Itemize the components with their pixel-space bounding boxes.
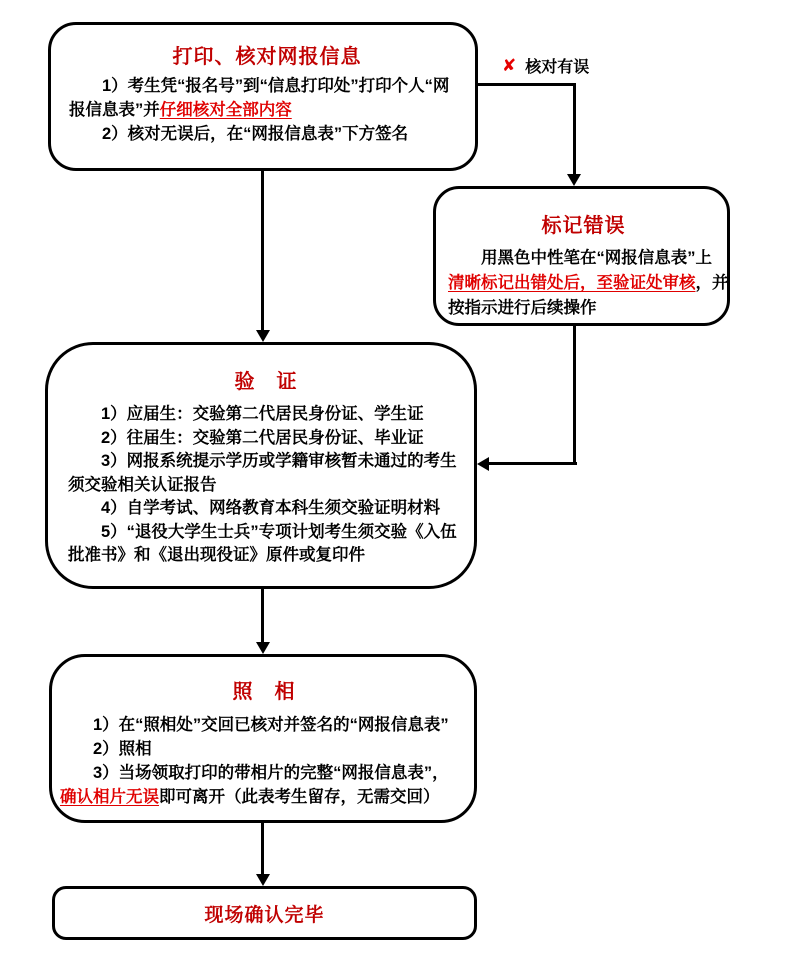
text-line bbox=[68, 544, 464, 568]
text-line bbox=[60, 737, 468, 761]
text-line bbox=[68, 521, 464, 545]
body-text: 用黑色中性笔在“网报信息表”上 bbox=[481, 249, 712, 267]
arrow-photo-to-final-line bbox=[261, 823, 264, 875]
arrow-photo-to-final-head bbox=[256, 874, 270, 886]
body-text: 4）自学考试、网络教育本科生须交验证明材料 bbox=[101, 499, 441, 517]
arrow-print-to-mark-hline bbox=[477, 83, 576, 86]
highlighted-text: 清晰标记出错处后，至验证处审核 bbox=[448, 274, 696, 292]
text-line bbox=[68, 403, 464, 427]
text-line bbox=[448, 246, 719, 271]
body-text: 1）应届生：交验第二代居民身份证、学生证 bbox=[101, 405, 424, 423]
body-text: 2）照相 bbox=[93, 740, 152, 758]
mark-error-box bbox=[433, 186, 730, 326]
print-check-title: 打印、核对网报信息 bbox=[172, 46, 362, 68]
body-text: 1）在“照相处”交回已核对并签名的“网报信息表” bbox=[93, 716, 449, 734]
text-line bbox=[60, 713, 468, 737]
check-error-label bbox=[502, 54, 589, 77]
text-line bbox=[60, 785, 468, 809]
arrow-print-to-mark-head bbox=[567, 174, 581, 186]
arrow-print-to-mark-vline bbox=[573, 83, 576, 175]
text-line bbox=[68, 497, 464, 521]
verify-title: 验 证 bbox=[234, 371, 298, 393]
confirm-complete-box bbox=[52, 886, 477, 940]
arrow-print-to-verify-head bbox=[256, 330, 270, 342]
body-text: ，并 bbox=[695, 274, 729, 292]
text-line bbox=[448, 271, 729, 296]
body-text: 3）当场领取打印的带相片的完整“网报信息表”， bbox=[93, 764, 449, 782]
text-line bbox=[68, 474, 464, 498]
print-check-body bbox=[69, 74, 465, 146]
body-text: 2）往届生：交验第二代居民身份证、毕业证 bbox=[101, 428, 424, 447]
cross-mark-icon: ✘ bbox=[502, 55, 517, 75]
body-text: 3）网报系统提示学历或学籍审核暂未通过的考生 bbox=[101, 452, 457, 470]
text-line bbox=[68, 427, 464, 451]
text-line bbox=[69, 98, 465, 122]
body-text: 5）“退役大学生士兵”专项计划考生须交验《入伍 bbox=[101, 522, 457, 541]
verify-body bbox=[68, 403, 464, 568]
body-text: 2）核对无误后，在“网报信息表”下方签名 bbox=[102, 125, 409, 143]
text-line bbox=[69, 74, 465, 98]
print-check-box bbox=[48, 22, 478, 171]
photo-body bbox=[60, 713, 468, 809]
check-error-text: 核对有误 bbox=[525, 59, 590, 76]
verify-box bbox=[45, 342, 477, 589]
arrow-print-to-verify-line bbox=[261, 171, 264, 331]
arrow-mark-to-verify-hline bbox=[489, 462, 577, 465]
mark-error-body bbox=[448, 246, 729, 321]
text-line bbox=[60, 761, 468, 785]
confirm-complete-title: 现场确认完毕 bbox=[204, 904, 325, 926]
text-line bbox=[68, 450, 464, 474]
arrow-verify-to-photo-head bbox=[256, 642, 270, 654]
body-text: 报信息表”并 bbox=[69, 101, 160, 119]
arrow-mark-to-verify-vline bbox=[573, 326, 576, 465]
body-text: 按指示进行后续操作 bbox=[448, 299, 597, 317]
body-text: 1）考生凭“报名号”到“信息打印处”打印个人“网 bbox=[102, 77, 450, 95]
arrow-mark-to-verify-head bbox=[477, 457, 489, 471]
body-text: 须交验相关认证报告 bbox=[68, 475, 217, 494]
highlighted-text: 仔细核对全部内容 bbox=[159, 101, 292, 119]
arrow-verify-to-photo-line bbox=[261, 589, 264, 643]
photo-title: 照 相 bbox=[232, 681, 296, 703]
text-line bbox=[448, 296, 719, 321]
photo-box bbox=[49, 654, 477, 823]
highlighted-text: 确认相片无误 bbox=[60, 788, 159, 806]
mark-error-title: 标记错误 bbox=[541, 215, 626, 237]
body-text: 即可离开（此表考生留存，无需交回） bbox=[159, 788, 440, 806]
body-text: 批准书》和《退出现役证》原件或复印件 bbox=[68, 546, 365, 564]
text-line bbox=[69, 122, 465, 146]
